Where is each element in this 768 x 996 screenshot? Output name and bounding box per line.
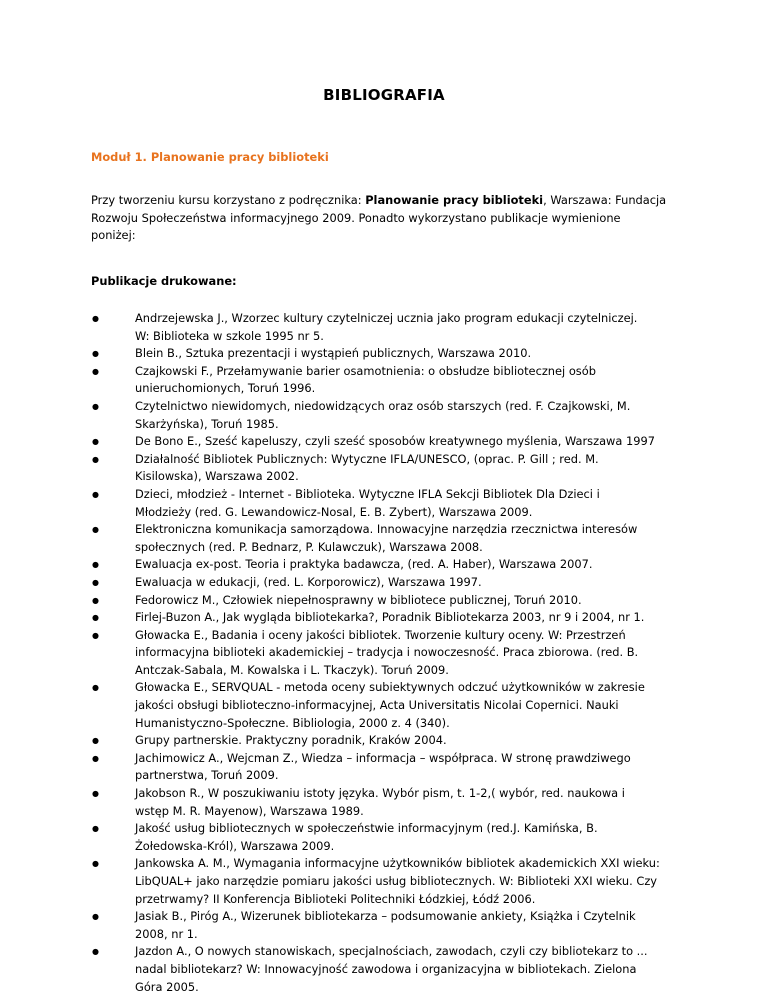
bibliography-entry-text: Grupy partnerskie. Praktyczny poradnik, Kraków 2004. (135, 733, 447, 748)
bibliography-entry-text: Jachimowicz A., Wejcman Z., Wiedza – informacja – współpraca. W stronę prawdziwego partnerstwa, Toruń 2009. (135, 750, 631, 783)
intro-paragraph (91, 192, 691, 245)
bibliography-entry-text: Głowacka E., SERVQUAL - metoda oceny subiektywnych odczuć użytkowników w zakresie jakości obsługi biblioteczno-informacyjnej, Acta Universitatis Nicolai Copernici. Nauki Humanistyczno-Społeczne. Bibliologia, 2000 z. 4 (340). (135, 680, 645, 730)
bibliography-entry-text: Głowacka E., Badania i oceny jakości bibliotek. Tworzenie kultury oceny. W: Przestrzeń informacyjna biblioteki akademickiej – tradycja i nowoczesność. Praca zbiorowa. (red. B. Antczak-Sabala, M. Kowalska i L. Tkaczyk). Toruń 2009. (135, 627, 639, 677)
bullet-icon: ● (92, 489, 99, 499)
bullet-icon: ● (92, 437, 99, 447)
bullet-icon: ● (92, 613, 99, 623)
bullet-icon: ● (92, 366, 99, 376)
bibliography-item (91, 486, 691, 521)
bullet-icon: ● (92, 560, 99, 570)
bibliography-item (91, 785, 691, 820)
bibliography-entry-text: Jazdon A., O nowych stanowiskach, specjalnościach, zawodach, czyli czy bibliotekarz to ... nadal bibliotekarz? W: Innowacyjność zawodowa i organizacyjna w bibliotekach. Zielona Góra 2005. (135, 944, 648, 994)
bibliography-entry-text: Blein B., Sztuka prezentacji i wystąpień publicznych, Warszawa 2010. (135, 346, 532, 361)
bullet-icon: ● (92, 683, 99, 693)
section-heading-printed-publications: Publikacje drukowane: (91, 274, 237, 288)
bibliography-entry-text: Działalność Bibliotek Publicznych: Wytyczne IFLA/UNESCO, (oprac. P. Gill ; red. M. Kisilowska), Warszawa 2002. (135, 451, 599, 484)
bibliography-entry-text: Elektroniczna komunikacja samorządowa. Innowacyjne narzędzia rzecznictwa interesów społecznych (red. P. Bednarz, P. Kulawczuk), Warszawa 2008. (135, 522, 638, 554)
bibliography-entry-text: Ewaluacja ex-post. Teoria i praktyka badawcza, (red. A. Haber), Warszawa 2007. (135, 557, 593, 572)
bibliography-item (91, 451, 691, 486)
bibliography-entry-text: Jakość usług bibliotecznych w społeczeństwie informacyjnym (red.J. Kamińska, B. Żołedowska-Król), Warszawa 2009. (135, 821, 598, 853)
bibliography-list (91, 310, 691, 996)
bibliography-item (91, 398, 691, 433)
module-heading: Moduł 1. Planowanie pracy biblioteki (91, 150, 329, 164)
bibliography-item (91, 363, 691, 398)
bullet-icon: ● (92, 525, 99, 535)
bibliography-item (91, 556, 691, 574)
bibliography-item (91, 908, 691, 943)
bullet-icon: ● (92, 454, 99, 464)
bullet-icon: ● (92, 859, 99, 869)
bibliography-entry-text: Dzieci, młodzież - Internet - Biblioteka. Wytyczne IFLA Sekcji Bibliotek Dla Dzieci i Młodzieży (red. G. Lewandowicz-Nosal, E. B. Zybert), Warszawa 2009. (135, 486, 600, 519)
bibliography-item (91, 310, 691, 345)
bibliography-item (91, 750, 691, 785)
bibliography-item (91, 627, 691, 680)
bibliography-entry-text: Czajkowski F., Przełamywanie barier osamotnienia: o obsłudze bibliotecznej osób unieruchomionych, Toruń 1996. (135, 363, 596, 396)
bibliography-entry-text: De Bono E., Sześć kapeluszy, czyli sześć sposobów kreatywnego myślenia, Warszawa 1997 (135, 434, 655, 449)
bullet-icon: ● (92, 314, 99, 323)
bibliography-entry-text: Jakobson R., W poszukiwaniu istoty języka. Wybór pism, t. 1-2,( wybór, red. naukowa i wstęp M. R. Mayenow), Warszawa 1989. (135, 786, 625, 818)
bibliography-item (91, 433, 691, 451)
bullet-icon: ● (92, 753, 99, 763)
bullet-icon: ● (92, 577, 99, 587)
bullet-icon: ● (92, 824, 99, 834)
bullet-icon: ● (92, 789, 99, 799)
bullet-icon: ● (92, 595, 99, 605)
intro-text-after: , Warszawa: Fundacja Rozwoju Społeczeństwa informacyjnego 2009. Ponadto wykorzystano publikacje wymienione poniżej: (91, 193, 667, 243)
bullet-icon: ● (92, 349, 99, 359)
bibliography-entry-text: Czytelnictwo niewidomych, niedowidzących oraz osób starszych (red. F. Czajkowski, M. Skarżyńska), Toruń 1985. (135, 398, 631, 431)
intro-book-title: Planowanie pracy biblioteki (365, 193, 544, 207)
bibliography-item (91, 732, 691, 750)
bibliography-item (91, 820, 691, 855)
intro-text-before: Przy tworzeniu kursu korzystano z podręcznika: (91, 193, 366, 207)
bibliography-item (91, 574, 691, 592)
bibliography-item (91, 609, 691, 627)
bibliography-item (91, 345, 691, 363)
bullet-icon: ● (92, 736, 99, 746)
bullet-icon: ● (92, 947, 99, 957)
bullet-icon: ● (92, 401, 99, 411)
page-title: BIBLIOGRAFIA (323, 86, 445, 104)
bibliography-item (91, 943, 691, 996)
bullet-icon: ● (92, 630, 99, 640)
bibliography-entry-text: Jasiak B., Piróg A., Wizerunek bibliotekarza – podsumowanie ankiety, Książka i Czytelnik 2008, nr 1. (135, 909, 636, 941)
bibliography-entry-text: Jankowska A. M., Wymagania informacyjne użytkowników bibliotek akademickich XXI wieku: LibQUAL+ jako narzędzie pomiaru jakości usług bibliotecznych. W: Biblioteki XXI wieku. Czy przetrwamy? II Konferencja Biblioteki Politechniki Łódzkiej, Łódź 2006. (135, 856, 660, 906)
bullet-icon: ● (92, 912, 99, 922)
bibliography-item (91, 855, 691, 908)
bibliography-item (91, 521, 691, 556)
bibliography-item (91, 679, 691, 732)
bibliography-item (91, 592, 691, 610)
bibliography-entry-text: Firlej-Buzon A., Jak wygląda bibliotekarka?, Poradnik Bibliotekarza 2003, nr 9 i 2004, nr 1. (135, 610, 645, 625)
bibliography-entry-text: Andrzejewska J., Wzorzec kultury czytelniczej ucznia jako program edukacji czytelniczej. W: Biblioteka w szkole 1995 nr 5. (135, 311, 638, 343)
bibliography-entry-text: Fedorowicz M., Człowiek niepełnosprawny w bibliotece publicznej, Toruń 2010. (135, 592, 582, 607)
bibliography-entry-text: Ewaluacja w edukacji, (red. L. Korporowicz), Warszawa 1997. (135, 574, 482, 589)
